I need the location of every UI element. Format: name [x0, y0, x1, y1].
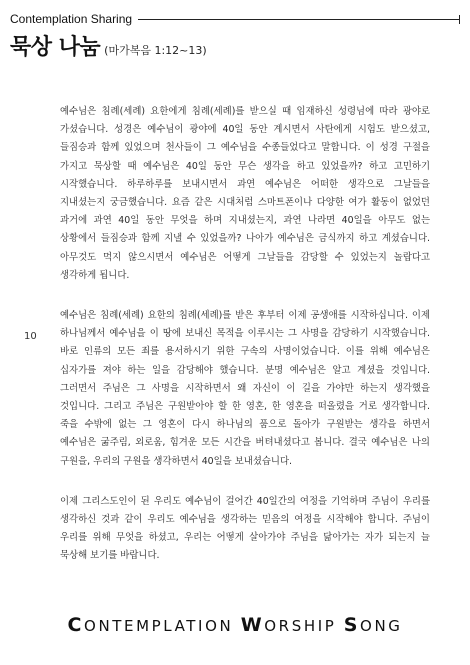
body-text	[60, 103, 430, 588]
footer-word-song: ONG	[360, 617, 403, 635]
footer-initial-w: W	[240, 614, 265, 636]
page-title: 묵상 나눔	[10, 35, 101, 60]
footer-brand	[0, 614, 470, 636]
footer-word-worship: ORSHIP	[264, 617, 337, 635]
header-rule	[138, 19, 460, 20]
title-row	[10, 30, 460, 61]
paragraph-2: 예수님은 침례(세례) 요한의 침례(세례)를 받은 후부터 이제 공생애를 시작하십니다. 이제 하나님께서 예수님을 이 땅에 보내신 목적을 이루시는 그 사명을 감당하기 시작했습니다. 바로 인류의 모든 죄를 용서하시기 위한 구속의 사명이었습니다. 이를 위해 예수님은 십자가를 져야 하는 일을 감당해야 했습니다. 분명 예수님은 알고 계셨을 것입니다. 그러면서 주님은 그 사명을 시작하면서 왜 자신이 이 길을 가야만 하는지 생각했을 것입니다. 그리고 주님은 구원받아야 할 한 영혼, 한 영혼을 떠올렸을 거로 생각합니다. 죽을 수밖에 없는 그 영혼이 다시 하나님의 품으로 돌아가 구원받는 생각을 하면서 예수님은 굶주림, 외로움, 힘겨운 모든 시간을 버텨내셨다고 봅니다. 결국 예수님은 나의 구원을, 우리의 구원을 생각하면서 40일을 보내셨습니다.	[60, 310, 430, 467]
footer-initial-c: C	[67, 614, 85, 636]
page-number: 10	[24, 331, 37, 342]
scripture-reference: (마가복음 1:12~13)	[104, 44, 207, 57]
section-header-line	[10, 12, 460, 26]
page-header	[10, 12, 460, 61]
paragraph-3: 이제 그리스도인이 된 우리도 예수님이 걸어간 40일간의 여정을 기억하며 주님이 우리를 생각하신 것과 같이 우리도 예수님을 생각하는 믿음의 여정을 시작해야 합니다. 주님이 우리를 위해 무엇을 하셨고, 우리는 어떻게 살아가야 주님을 닮아가는 자가 되는지 늘 묵상해 보기를 바랍니다.	[60, 495, 430, 562]
paragraph-1: 예수님은 침례(세례) 요한에게 침례(세례)를 받으실 때 임재하신 성령님에 따라 광야로 가셨습니다. 성경은 예수님이 광야에 40일 동안 계시면서 사탄에게 시험도 받으셨고, 들짐승과 함께 있었으며 천사들이 그 예수님을 수종들었다고 말합니다. 이 성경 구절을 가지고 묵상할 때 예수님은 40일 동안 무슨 생각을 하고 있었을까? 하고 고민하기 시작했습니다. 하루하루를 보내시면서 과연 예수님은 어떠한 생각으로 그날들을 지내셨는지 궁금했습니다. 요즘 같은 시대처럼 스마트폰이나 다양한 여가 활동이 없었던 과거에 과연 40일 동안 무엇을 하며 지내셨는지, 과연 나라면 40일을 아무도 없는 상황에서 들짐승과 함께 지낼 수 있었을까? 나아가 예수님은 금식까지 하고 계셨습니다. 아무것도 먹지 않으시면서 예수님은 어떻게 그날들을 감당할 수 있었는지 놀랍다고 생각하게 됩니다.	[60, 106, 430, 281]
header-rule-cap	[459, 15, 460, 24]
footer-initial-s: S	[343, 614, 361, 636]
footer-word-contemplation: ONTEMPLATION	[84, 617, 234, 635]
section-label: Contemplation Sharing	[10, 12, 133, 26]
